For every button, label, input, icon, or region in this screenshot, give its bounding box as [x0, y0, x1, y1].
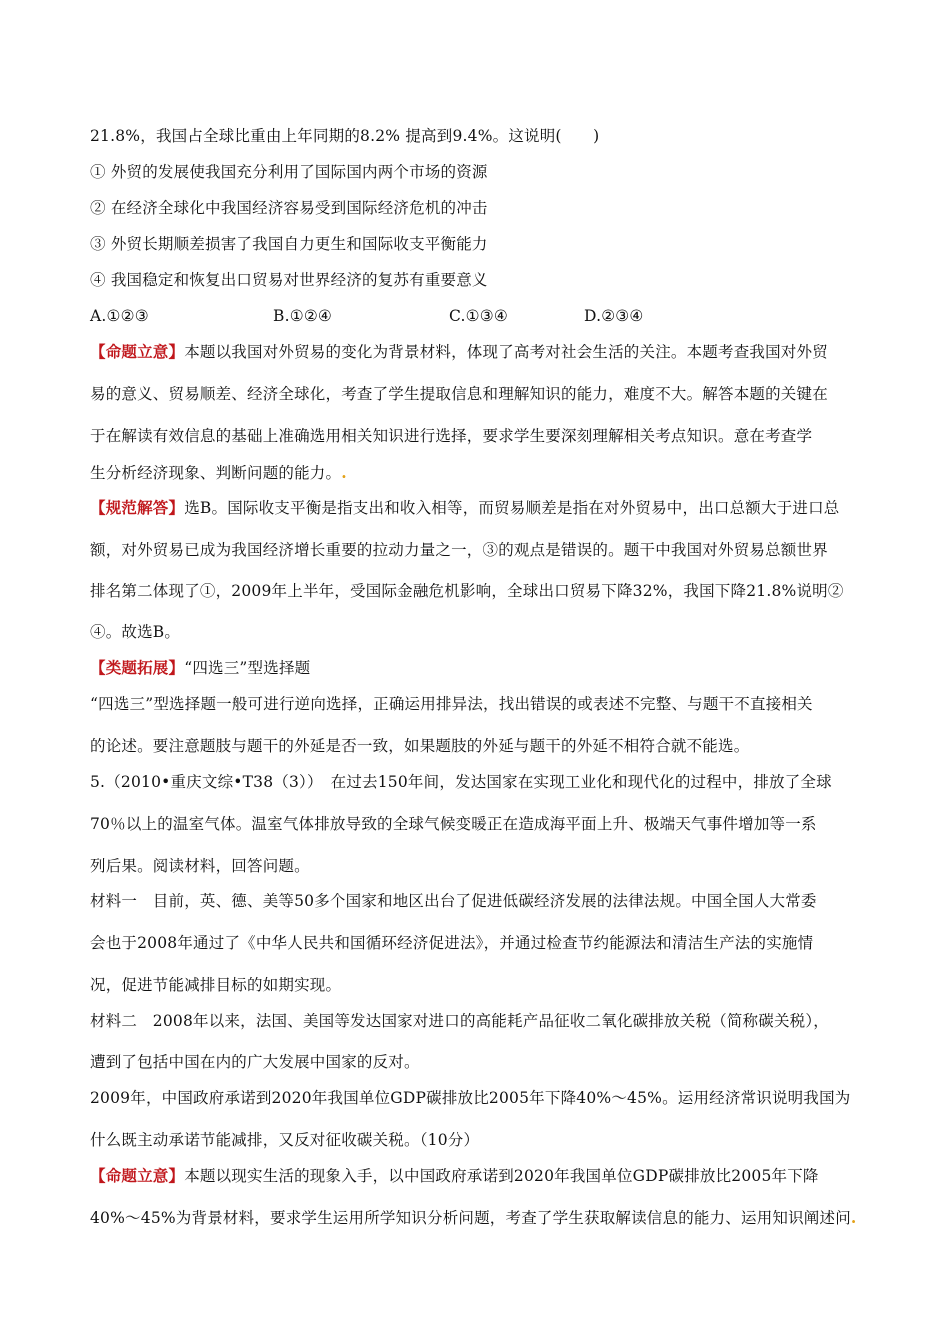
material-1-line-1: 材料一 目前，英、德、美等50多个国家和地区出台了促进低碳经济发展的法律法规。中国全国人大常委 [90, 892, 817, 910]
option-a: A.①②③ [90, 307, 149, 325]
tag-mingti-2: 【命题立意】 [90, 1166, 185, 1185]
question-5-line-1: 5.（2010•重庆文综•T38（3）） 在过去150年间，发达国家在实现工业化和现代化的过程中，排放了全球 [90, 773, 832, 791]
option-b: B.①②④ [273, 307, 333, 325]
extension-paragraph-1: “四选三”型选择题一般可进行逆向选择，正确运用排异法，找出错误的或表述不完整、与题干不直接相关 [90, 695, 813, 713]
question-5-line-2: 70％以上的温室气体。温室气体排放导致的全球气候变暖正在造成海平面上升、极端天气事件增加等一系 [90, 815, 817, 833]
statement-4: ④ 我国稳定和恢复出口贸易对世界经济的复苏有重要意义 [90, 271, 488, 289]
extension-paragraph-2: 的论述。要注意题肢与题干的外延是否一致，如果题肢的外延与题干的外延不相符合就不能选。 [90, 737, 750, 755]
material-2-line-1: 材料二 2008年以来，法国、美国等发达国家对进口的高能耗产品征收二氧化碳排放关税（简称碳关税）， [90, 1012, 829, 1030]
answer-options [90, 306, 644, 326]
material-2-line-2: 遭到了包括中国在内的广大发展中国家的反对。 [90, 1053, 420, 1071]
question-stem-tail: 21.8%，我国占全球比重由上年同期的8.2% 提高到9.4%。这说明( ) [90, 127, 600, 145]
intent-paragraph-3: 于在解读有效信息的基础上准确选用相关知识进行选择，要求学生要深刻理解相关考点知识。意在考查学 [90, 427, 813, 445]
question-5-prompt-2: 什么既主动承诺节能减排，又反对征收碳关税。（10分） [90, 1131, 480, 1149]
orange-dot-mark-end: . [850, 1208, 857, 1227]
intent-paragraph-4: 生分析经济现象、判断问题的能力。. [90, 463, 347, 482]
question-5-line-3: 列后果。阅读材料，回答问题。 [90, 857, 310, 875]
option-d: D.②③④ [584, 307, 644, 325]
solution-paragraph-3: 排名第二体现了①，2009年上半年，受国际金融危机影响，全球出口贸易下降32%，我国下降21.8%说明② [90, 582, 844, 600]
tag-guifan: 【规范解答】 [90, 498, 185, 517]
tag-mingti-1: 【命题立意】 [90, 342, 185, 361]
question-5-prompt-1: 2009年，中国政府承诺到2020年我国单位GDP碳排放比2005年下降40%～45%。运用经济常识说明我国为 [90, 1089, 851, 1107]
intent-2-paragraph-1: 【命题立意】本题以现实生活的现象入手，以中国政府承诺到2020年我国单位GDP碳排放比2005年下降 [90, 1166, 819, 1185]
intent-paragraph-1: 【命题立意】本题以我国对外贸易的变化为背景材料，体现了高考对社会生活的关注。本题考查我国对外贸 [90, 342, 828, 361]
extension-heading: 【类题拓展】“四选三”型选择题 [90, 658, 311, 677]
material-1-line-2: 会也于2008年通过了《中华人民共和国循环经济促进法》，并通过检查节约能源法和清洁生产法的实施情 [90, 934, 814, 952]
solution-paragraph-4: ④。故选B。 [90, 623, 181, 641]
statement-1: ① 外贸的发展使我国充分利用了国际国内两个市场的资源 [90, 163, 488, 181]
option-c: C.①③④ [449, 307, 508, 325]
solution-paragraph-1: 【规范解答】选B。国际收支平衡是指支出和收入相等，而贸易顺差是指在对外贸易中，出口总额大于进口总 [90, 498, 840, 517]
statement-2: ② 在经济全球化中我国经济容易受到国际经济危机的冲击 [90, 199, 488, 217]
statement-3: ③ 外贸长期顺差损害了我国自力更生和国际收支平衡能力 [90, 235, 488, 253]
tag-leiti: 【类题拓展】 [90, 658, 185, 677]
intent-paragraph-2: 易的意义、贸易顺差、经济全球化，考查了学生提取信息和理解知识的能力，难度不大。解答本题的关键在 [90, 385, 828, 403]
material-1-line-3: 况，促进节能减排目标的如期实现。 [90, 976, 342, 994]
orange-dot-mark: . [341, 463, 347, 482]
solution-paragraph-2: 额，对外贸易已成为我国经济增长重要的拉动力量之一，③的观点是错误的。题干中我国对外贸易总额世界 [90, 541, 828, 559]
intent-2-paragraph-2: 40%～45%为背景材料，要求学生运用所学知识分析问题，考查了学生获取解读信息的能力、运用知识阐述问. [90, 1208, 857, 1227]
